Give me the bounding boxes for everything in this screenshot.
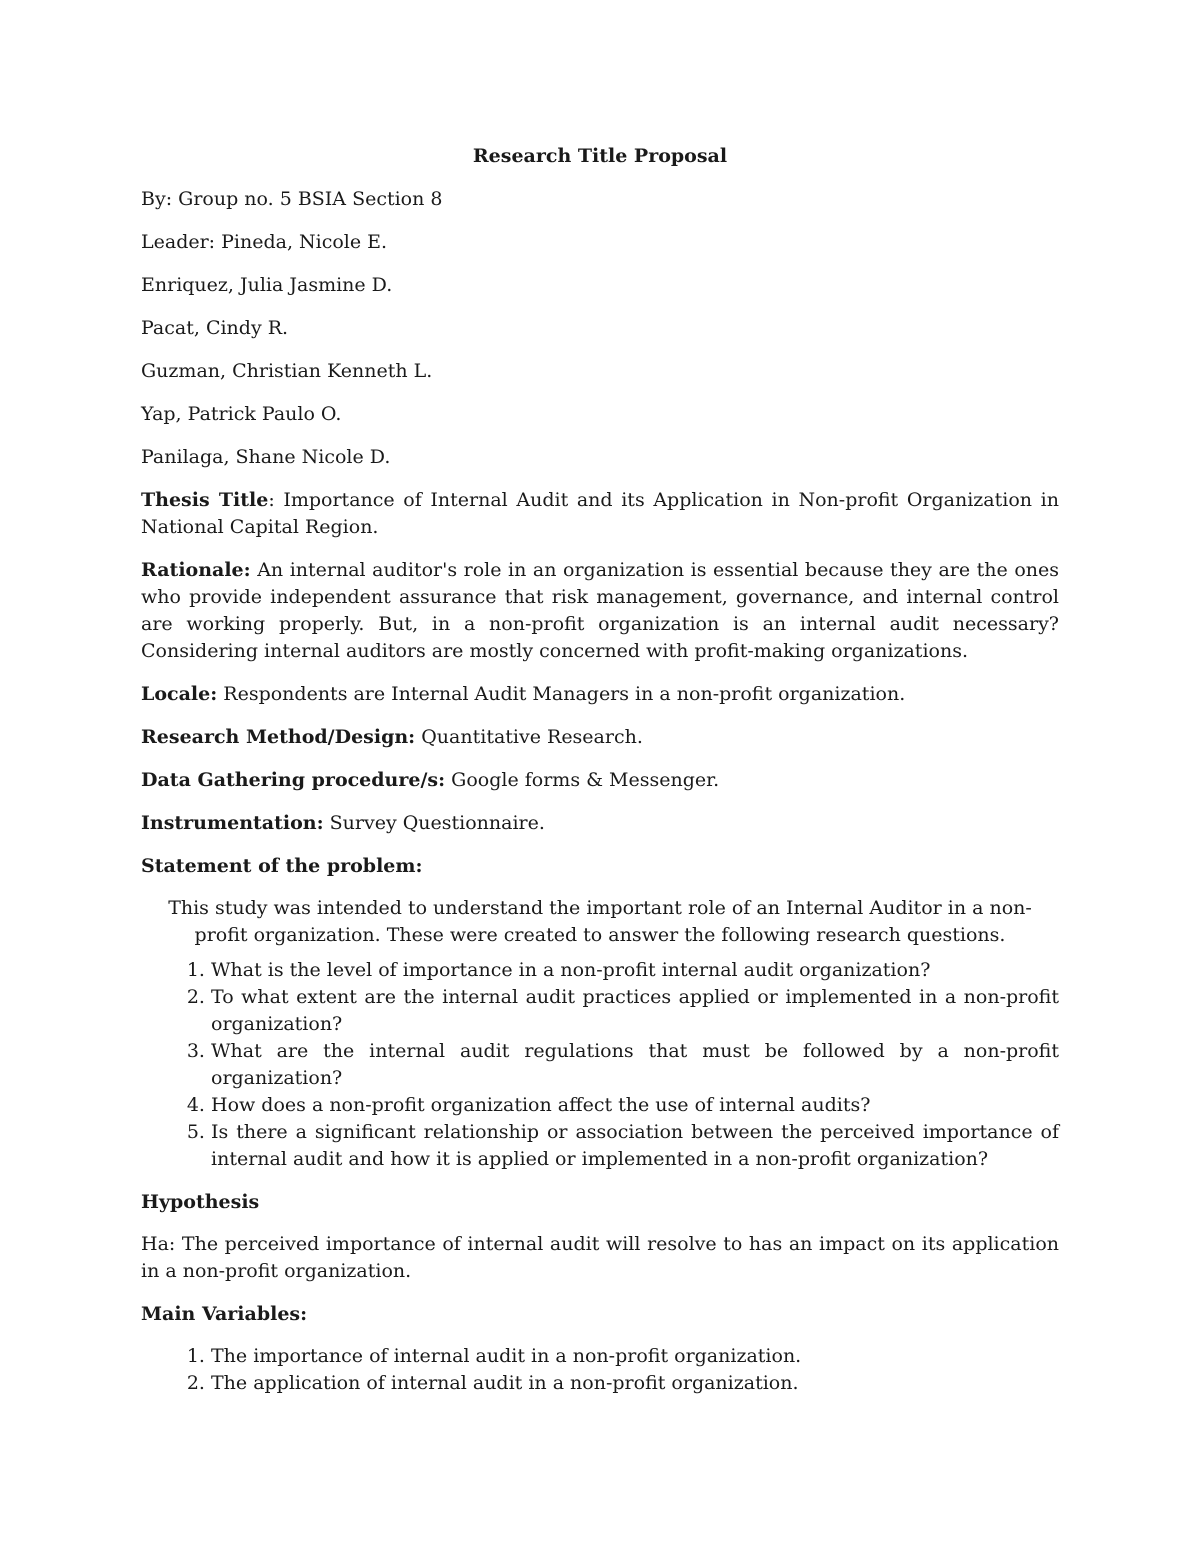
hypothesis-heading: Hypothesis <box>141 1191 260 1213</box>
member-name: Guzman, Christian Kenneth L. <box>141 360 433 382</box>
data-gathering-section <box>141 767 1059 794</box>
list-item: 1. The importance of internal audit in a non-profit organization. <box>211 1343 1059 1370</box>
thesis-title-text: : Importance of Internal Audit and its Application in Non-profit Organization in National Capital Region. <box>141 489 1059 538</box>
list-item: 4. How does a non-profit organization affect the use of internal audits? <box>211 1092 1059 1119</box>
rationale-text: An internal auditor's role in an organization is essential because they are the ones who provide independent assurance that risk management, governance, and internal control are working properly. But, in a non-profit organization is an internal audit necessary? Considering internal auditors are mostly concerned with profit-making organizations. <box>141 559 1059 662</box>
member-name: Pacat, Cindy R. <box>141 317 289 339</box>
data-gathering-text: Google forms & Messenger. <box>445 769 720 791</box>
hypothesis-text: Ha: The perceived importance of internal audit will resolve to has an impact on its application in a non-profit organization. <box>141 1233 1059 1282</box>
research-questions-list <box>141 957 1059 1173</box>
member-name: Yap, Patrick Paulo O. <box>141 403 342 425</box>
rationale-section <box>141 557 1059 665</box>
member-name: Panilaga, Shane Nicole D. <box>141 446 391 468</box>
member-leader: Leader: Pineda, Nicole E. <box>141 231 388 253</box>
list-item: 1. What is the level of importance in a non-profit internal audit organization? <box>211 957 1059 984</box>
data-gathering-label: Data Gathering procedure/s: <box>141 769 446 791</box>
document-page <box>141 143 1059 1397</box>
page-title: Research Title Proposal <box>472 145 728 167</box>
method-label: Research Method/Design: <box>141 726 416 748</box>
variables-heading: Main Variables: <box>141 1303 308 1325</box>
problem-intro: This study was intended to understand the important role of an Internal Auditor in a non-profit organization. These were created to answer the following research questions. <box>168 897 1032 946</box>
locale-text: Respondents are Internal Audit Managers in a non-profit organization. <box>217 683 906 705</box>
rationale-label: Rationale: <box>141 559 251 581</box>
list-item: 5. Is there a significant relationship or association between the perceived importance of internal audit and how it is applied or implemented in a non-profit organization? <box>211 1119 1059 1173</box>
method-section <box>141 724 1059 751</box>
variables-list <box>141 1343 1059 1397</box>
instrumentation-label: Instrumentation: <box>141 812 324 834</box>
list-item: 2. The application of internal audit in a non-profit organization. <box>211 1370 1059 1397</box>
method-text: Quantitative Research. <box>415 726 643 748</box>
list-item: 2. To what extent are the internal audit practices applied or implemented in a non-profit organization? <box>211 984 1059 1038</box>
instrumentation-section <box>141 810 1059 837</box>
locale-label: Locale: <box>141 683 218 705</box>
problem-heading: Statement of the problem: <box>141 855 423 877</box>
list-item: 3. What are the internal audit regulations that must be followed by a non-profit organization? <box>211 1038 1059 1092</box>
thesis-title-section <box>141 487 1059 541</box>
instrumentation-text: Survey Questionnaire. <box>323 812 545 834</box>
group-line: By: Group no. 5 BSIA Section 8 <box>141 188 443 210</box>
thesis-title-label: Thesis Title <box>141 489 269 511</box>
locale-section <box>141 681 1059 708</box>
member-name: Enriquez, Julia Jasmine D. <box>141 274 393 296</box>
